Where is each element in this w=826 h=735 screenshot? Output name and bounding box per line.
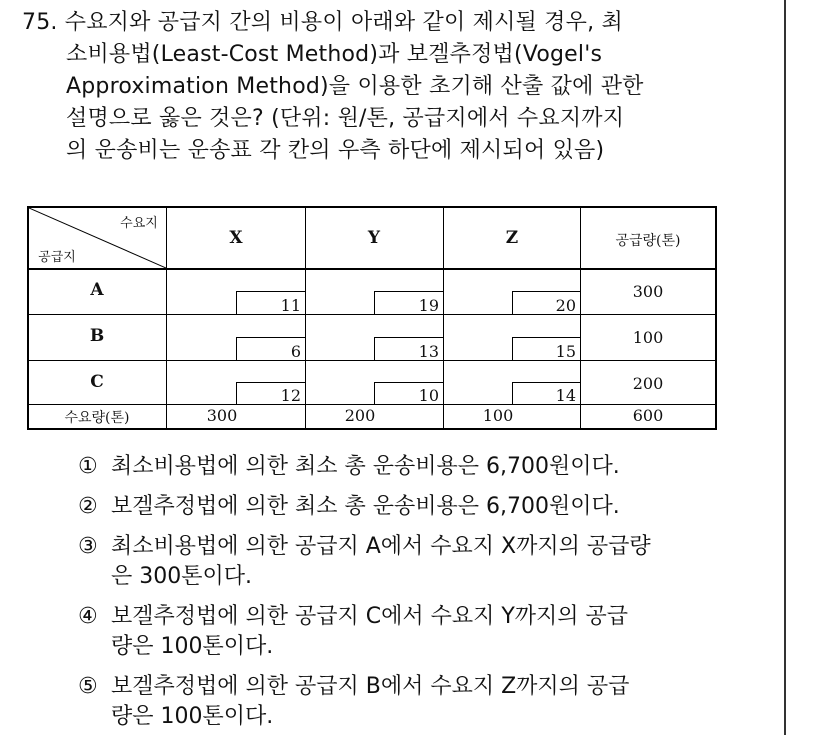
- transportation-table: [27, 206, 717, 430]
- option-text: 최소비용법에 의한 공급지 A에서 수요지 X까지의 공급량: [111, 534, 651, 559]
- option-1[interactable]: [78, 452, 620, 482]
- option-3[interactable]: [78, 532, 651, 592]
- row-divider: [29, 404, 715, 405]
- corner-demand-label: 수요지: [120, 216, 158, 231]
- cost-cell: 14: [512, 382, 580, 404]
- option-number: ①: [78, 454, 98, 479]
- option-text: 보겔추정법에 의한 최소 총 운송비용은 6,700원이다.: [111, 494, 620, 519]
- col-divider: [580, 208, 581, 428]
- option-text: 보겔추정법에 의한 공급지 C에서 수요지 Y까지의 공급: [111, 604, 629, 629]
- demand-value-y: 200: [344, 406, 376, 425]
- option-number: ⑤: [78, 674, 98, 699]
- column-header-x: X: [229, 228, 243, 248]
- corner-supply-label: 공급지: [38, 250, 76, 265]
- option-text-continued: 량은 100톤이다.: [111, 704, 274, 729]
- col-divider: [166, 208, 167, 428]
- supply-value-b: 100: [632, 328, 664, 347]
- question-line-5: 의 운송비는 운송표 각 칸의 우측 하단에 제시되어 있음): [66, 138, 605, 163]
- option-5[interactable]: [78, 672, 629, 732]
- row-label-b: B: [89, 326, 105, 346]
- demand-value-z: 100: [482, 406, 514, 425]
- row-divider: [29, 360, 715, 361]
- question-line-3: Approximation Method)을 이용한 초기해 산출 값에 관한: [66, 74, 644, 99]
- column-header-y: Y: [367, 228, 381, 248]
- question-line-1: 75. 수요지와 공급지 간의 비용이 아래와 같이 제시될 경우, 최: [22, 10, 623, 35]
- cost-cell: 10: [374, 382, 443, 404]
- option-4[interactable]: [78, 602, 628, 662]
- cost-cell: 11: [236, 291, 305, 314]
- question-line-2: 소비용법(Least-Cost Method)과 보겔추정법(Vogel's: [66, 42, 603, 67]
- supply-value-c: 200: [632, 374, 664, 393]
- option-text: 최소비용법에 의한 최소 총 운송비용은 6,700원이다.: [111, 454, 620, 479]
- row-divider: [29, 314, 715, 315]
- option-2[interactable]: [78, 492, 620, 522]
- cost-cell: 6: [236, 337, 305, 360]
- supply-value-a: 300: [632, 282, 664, 301]
- option-text-continued: 량은 100톤이다.: [111, 634, 274, 659]
- right-margin-rule: [784, 0, 786, 735]
- option-number: ②: [78, 494, 98, 519]
- row-label-a: A: [90, 280, 104, 300]
- cost-cell: 13: [374, 337, 443, 360]
- option-number: ④: [78, 604, 98, 629]
- option-number: ③: [78, 534, 98, 559]
- header-divider: [29, 268, 715, 270]
- option-text-continued: 은 300톤이다.: [111, 564, 252, 589]
- column-header-z: Z: [505, 228, 519, 248]
- total-value: 600: [632, 406, 664, 425]
- supply-header: 공급량(톤): [615, 233, 681, 249]
- question-line-4: 설명으로 옳은 것은? (단위: 원/톤, 공급지에서 수요지까지: [66, 106, 625, 131]
- cost-cell: 15: [512, 337, 580, 360]
- row-label-c: C: [90, 372, 104, 392]
- cost-cell: 20: [512, 291, 580, 314]
- demand-label: 수요량(톤): [64, 410, 130, 426]
- col-divider: [305, 208, 306, 428]
- option-text: 보겔추정법에 의한 공급지 B에서 수요지 Z까지의 공급: [111, 674, 630, 699]
- cost-cell: 19: [374, 291, 443, 314]
- demand-value-x: 300: [206, 406, 238, 425]
- cost-cell: 12: [236, 382, 305, 404]
- col-divider: [443, 208, 444, 428]
